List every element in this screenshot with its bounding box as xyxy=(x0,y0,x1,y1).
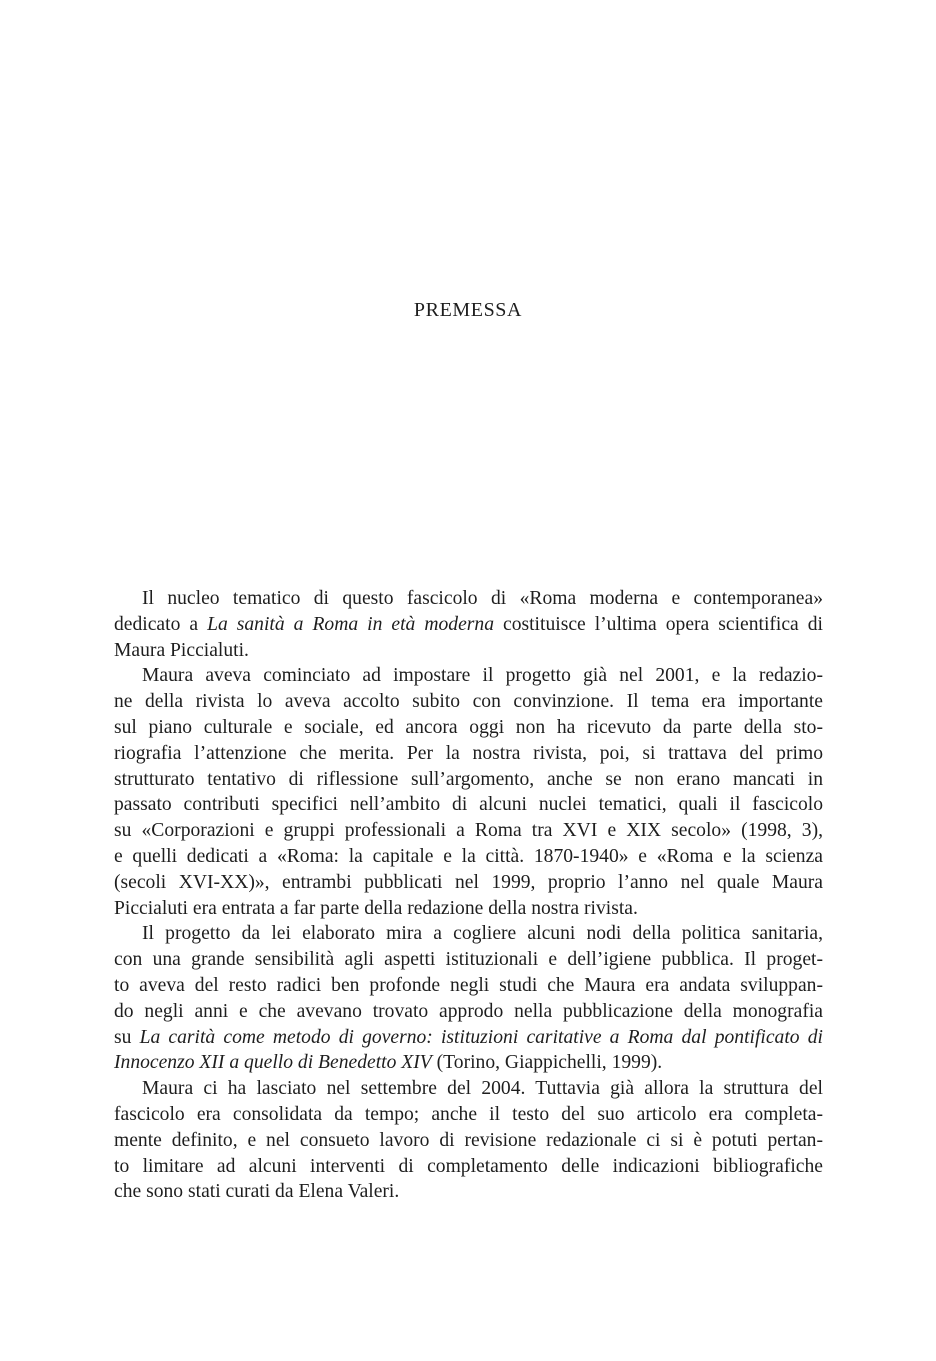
text-line xyxy=(114,1179,823,1205)
text-segment: e quelli dedicati a «Roma: la capitale e la città. 1870-1940» e «Roma e la scienza xyxy=(114,845,823,867)
text-segment: con una grande sensibilità agli aspetti istituzionali e dell’igiene pubblica. Il proget- xyxy=(114,949,823,971)
text-segment: mente definito, e nel consueto lavoro di revisione redazionale ci si è potuti pertan- xyxy=(114,1129,823,1151)
text-line xyxy=(114,792,823,818)
italic-title-text: Innocenzo XII a quello di Benedetto XIV xyxy=(114,1052,432,1074)
text-segment: fascicolo era consolidata da tempo; anche il testo del suo articolo era completa- xyxy=(114,1103,823,1125)
text-segment: passato contributi specifici nell’ambito di alcuni nuclei tematici, quali il fascicolo xyxy=(114,794,823,816)
text-line xyxy=(114,818,823,844)
text-line xyxy=(114,973,823,999)
text-segment: to aveva del resto radici ben profonde negli studi che Maura era andata sviluppan- xyxy=(114,974,823,996)
text-line xyxy=(114,1050,823,1076)
body-text xyxy=(114,586,823,1205)
text-segment: Il progetto da lei elaborato mira a cogliere alcuni nodi della politica sanitaria, xyxy=(142,923,823,945)
text-line xyxy=(114,999,823,1025)
text-segment: che sono stati curati da Elena Valeri. xyxy=(114,1181,400,1203)
paragraph xyxy=(114,586,823,663)
text-line xyxy=(114,612,823,638)
text-segment: Maura aveva cominciato ad impostare il progetto già nel 2001, e la redazio- xyxy=(142,665,823,687)
text-segment: Maura Piccialuti. xyxy=(114,639,249,661)
text-segment: Piccialuti era entrata a far parte della redazione della nostra rivista. xyxy=(114,897,638,919)
page-title: PREMESSA xyxy=(413,299,523,321)
text-line xyxy=(114,663,823,689)
text-line xyxy=(114,896,823,922)
text-line xyxy=(114,1128,823,1154)
text-segment: (Torino, Giappichelli, 1999). xyxy=(431,1052,663,1074)
text-segment: su xyxy=(114,1026,140,1048)
text-segment: Maura ci ha lasciato nel settembre del 2004. Tuttavia già allora la struttura del xyxy=(142,1078,823,1100)
text-segment: dedicato a xyxy=(114,613,208,635)
text-segment: ne della rivista lo aveva accolto subito con convinzione. Il tema era importante xyxy=(114,691,823,713)
text-segment: riografia l’attenzione che merita. Per la nostra rivista, poi, si trattava del primo xyxy=(114,742,823,764)
text-segment: (secoli XVI-XX)», entrambi pubblicati nel 1999, proprio l’anno nel quale Maura xyxy=(114,871,823,893)
paragraph xyxy=(114,921,823,1076)
text-line xyxy=(114,741,823,767)
text-line xyxy=(114,844,823,870)
text-segment: strutturato tentativo di riflessione sull’argomento, anche se non erano mancati in xyxy=(114,768,823,790)
text-segment: do negli anni e che avevano trovato approdo nella pubblicazione della monografia xyxy=(114,1000,823,1022)
paragraph xyxy=(114,1076,823,1205)
text-line xyxy=(114,1154,823,1180)
italic-title-text: La sanità a Roma in età moderna xyxy=(207,613,494,635)
text-line xyxy=(114,715,823,741)
text-line xyxy=(114,1102,823,1128)
text-line xyxy=(114,689,823,715)
text-line xyxy=(114,767,823,793)
paragraph xyxy=(114,663,823,921)
text-line xyxy=(114,870,823,896)
text-segment: costituisce l’ultima opera scientifica di xyxy=(494,613,823,635)
text-segment: Il nucleo tematico di questo fascicolo di «Roma moderna e contemporanea» xyxy=(142,588,823,609)
italic-title-text: La carità come metodo di governo: istituzioni caritative a Roma dal pontificato di xyxy=(139,1026,823,1048)
text-line xyxy=(114,1025,823,1051)
text-line xyxy=(114,586,823,612)
text-segment: to limitare ad alcuni interventi di completamento delle indicazioni bibliografiche xyxy=(114,1155,823,1177)
text-line xyxy=(114,921,823,947)
text-line xyxy=(114,947,823,973)
text-segment: su «Corporazioni e gruppi professionali a Roma tra XVI e XIX secolo» (1998, 3), xyxy=(114,820,823,842)
text-line xyxy=(114,1076,823,1102)
text-line xyxy=(114,638,823,664)
text-segment: sul piano culturale e sociale, ed ancora oggi non ha ricevuto da parte della sto- xyxy=(114,716,823,738)
